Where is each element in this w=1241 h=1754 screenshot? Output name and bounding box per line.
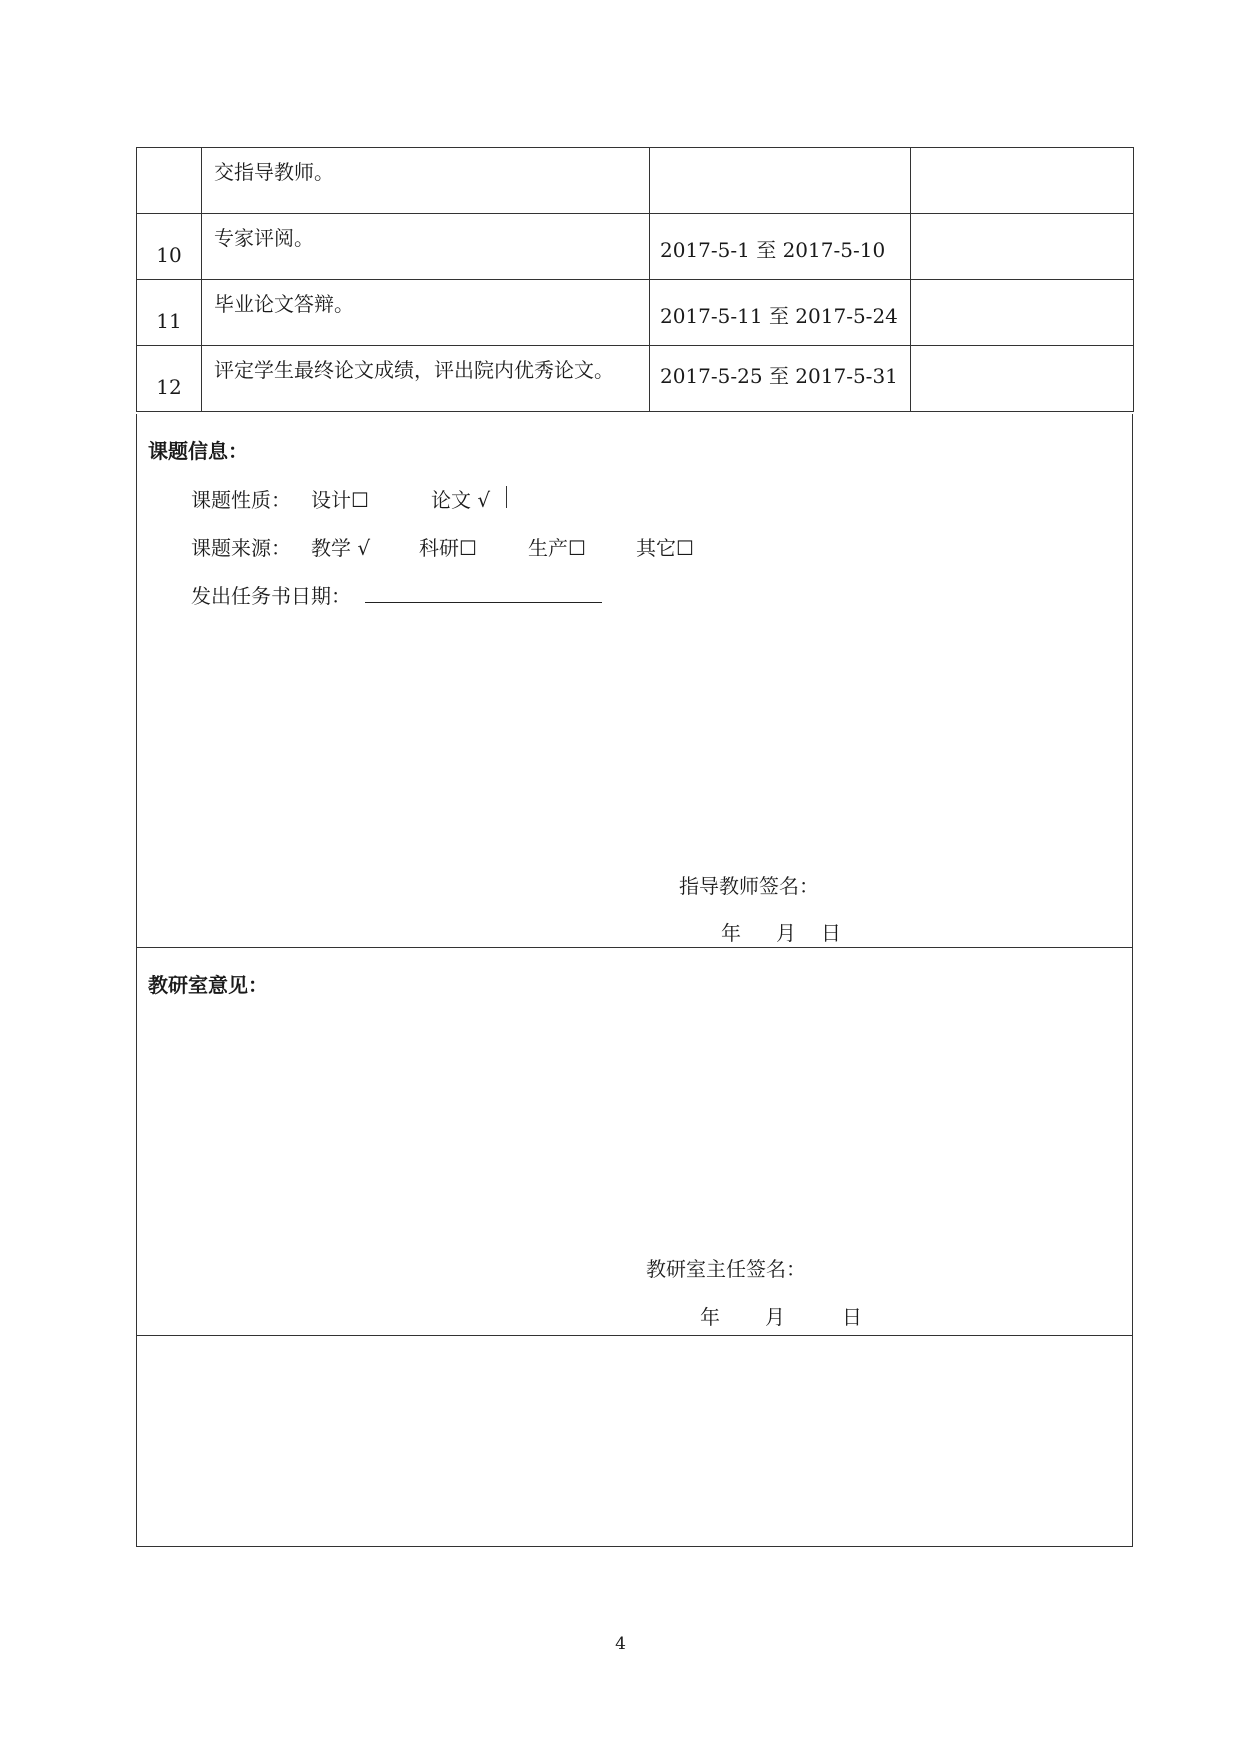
advisor-date-year: 年 [721, 921, 741, 945]
source-teaching-option[interactable]: 教学 √ [311, 536, 371, 560]
row-number: 10 [137, 214, 202, 280]
topic-nature-label: 课题性质： [191, 488, 291, 512]
nature-thesis-option[interactable]: 论文 √ [431, 488, 491, 512]
date-cell: 2017-5-11 至 2017-5-24 [650, 280, 911, 346]
note-cell [911, 148, 1134, 214]
task-cell: 交指导教师。 [202, 148, 650, 214]
nature-design-option[interactable]: 设计☐ [311, 488, 369, 512]
row-number: 12 [137, 346, 202, 412]
note-cell [911, 280, 1134, 346]
text-cursor [506, 486, 507, 508]
issue-date-label: 发出任务书日期： [191, 584, 351, 608]
task-cell: 毕业论文答辩。 [202, 280, 650, 346]
office-date-month: 月 [765, 1305, 785, 1329]
topic-info-title: 课题信息： [148, 439, 248, 463]
page-number: 4 [615, 1634, 626, 1654]
director-signature-label: 教研室主任签名： [646, 1257, 806, 1281]
date-cell [650, 148, 911, 214]
task-cell: 专家评阅。 [202, 214, 650, 280]
advisor-signature-label: 指导教师签名： [679, 874, 819, 898]
issue-date-field[interactable] [365, 602, 602, 603]
schedule-table [136, 147, 1134, 412]
source-other-option[interactable]: 其它☐ [636, 536, 694, 560]
note-cell [911, 214, 1134, 280]
note-cell [911, 346, 1134, 412]
date-cell: 2017-5-25 至 2017-5-31 [650, 346, 911, 412]
topic-info-section [136, 414, 1133, 948]
advisor-date-day: 日 [821, 921, 841, 945]
office-opinion-section [136, 948, 1133, 1336]
office-opinion-title: 教研室意见： [148, 973, 268, 997]
office-date-year: 年 [700, 1305, 720, 1329]
table-row [137, 148, 1134, 214]
office-date-day: 日 [842, 1305, 862, 1329]
source-production-option[interactable]: 生产☐ [528, 536, 586, 560]
topic-source-label: 课题来源： [191, 536, 291, 560]
row-number [137, 148, 202, 214]
table-row [137, 214, 1134, 280]
date-cell: 2017-5-1 至 2017-5-10 [650, 214, 911, 280]
table-row [137, 280, 1134, 346]
source-research-option[interactable]: 科研☐ [419, 536, 477, 560]
blank-section [136, 1336, 1133, 1547]
table-row [137, 346, 1134, 412]
row-number: 11 [137, 280, 202, 346]
task-cell: 评定学生最终论文成绩，评出院内优秀论文。 [202, 346, 650, 412]
advisor-date-month: 月 [776, 921, 796, 945]
